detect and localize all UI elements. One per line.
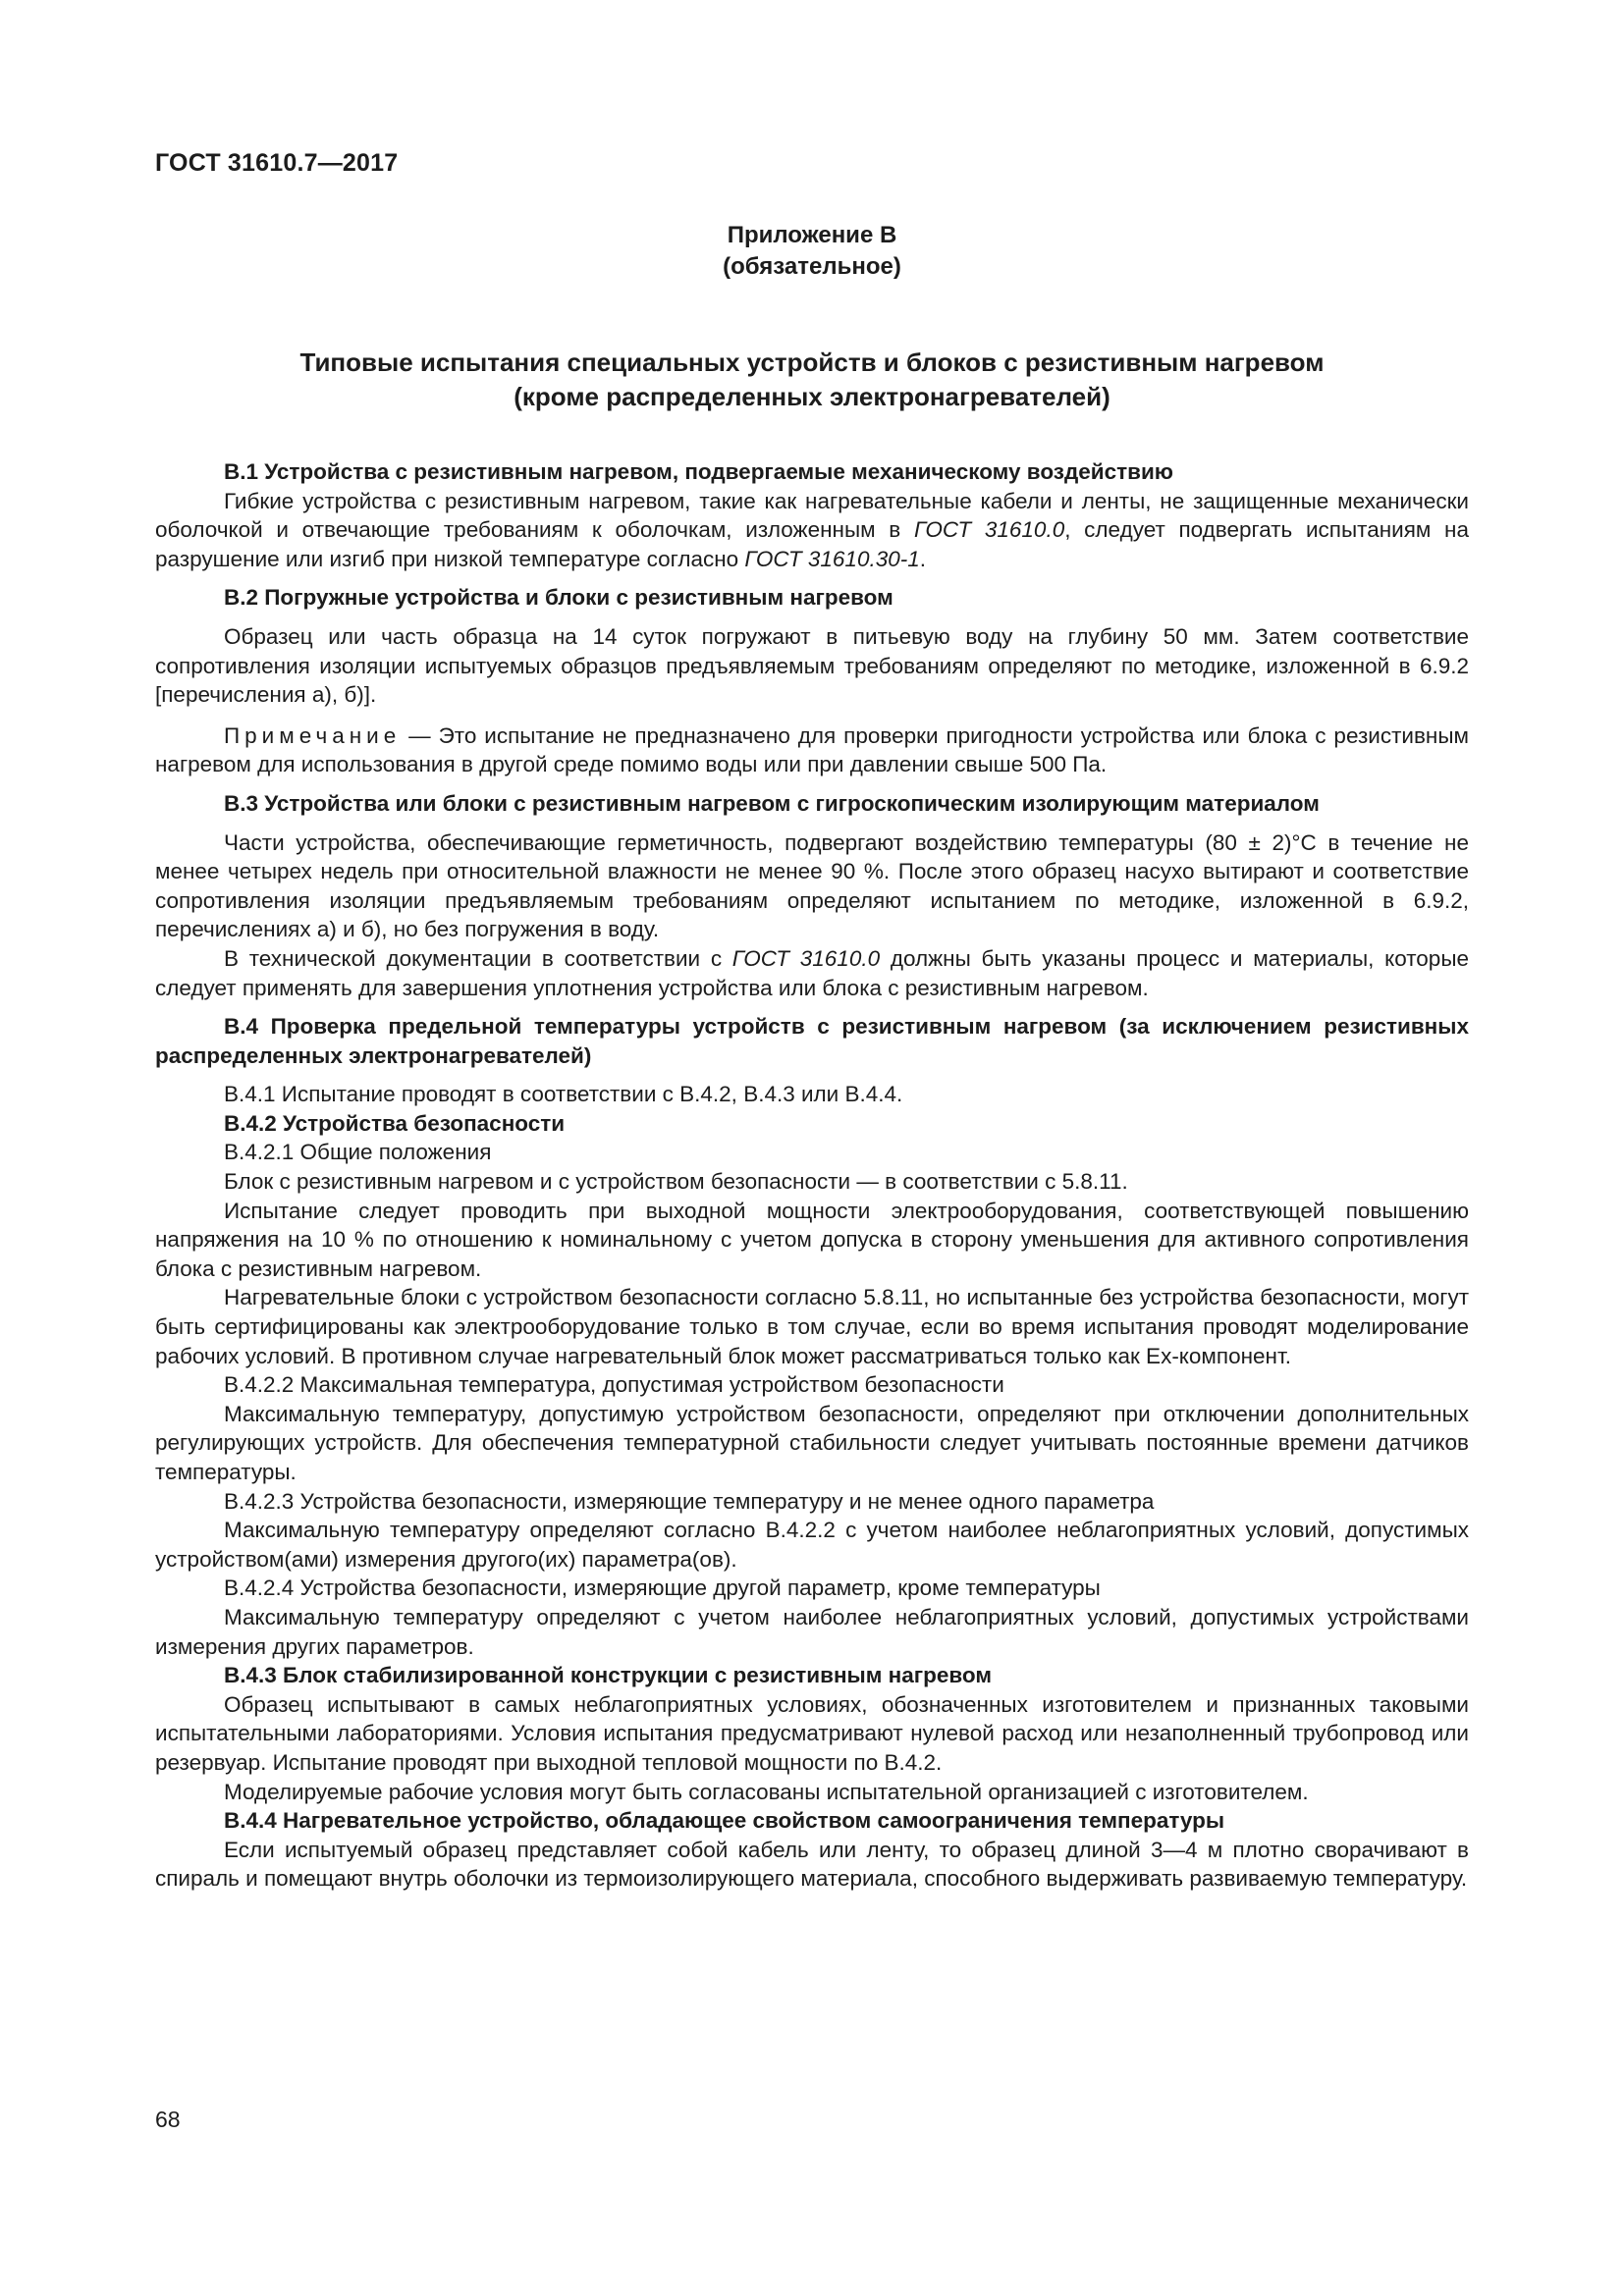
clause-b-4-2-3-paragraph: Максимальную температуру определяют согласно В.4.2.2 с учетом наиболее неблагоприятных условий, допустимых устройством(ами) измерения другого(их) параметра(ов). xyxy=(155,1518,1469,1572)
clause-b-4-4-heading: В.4.4 Нагревательное устройство, обладающее свойством самоограничения температуры xyxy=(224,1808,1225,1834)
page-number: 68 xyxy=(155,2107,181,2132)
document-header: ГОСТ 31610.7—2017 xyxy=(155,149,399,177)
reference-gost-31610-0: ГОСТ 31610.0 xyxy=(731,945,881,971)
clause-b-4-1: В.4.1 Испытание проводят в соответствии с В.4.2, В.4.3 или В.4.4. xyxy=(224,1082,903,1107)
clause-b-4-2-4-heading: В.4.2.4 Устройства безопасности, измеряющие другой параметр, кроме температуры xyxy=(224,1575,1101,1601)
section-b3-paragraph-2: В технической документации в соответствии с ГОСТ 31610.0 должны быть указаны процесс и материалы, которые следует применять для завершения уплотнения устройства или блока с резистивным нагревом. xyxy=(155,945,1469,1000)
clause-b-4-2-1-paragraph-3: Нагревательные блоки с устройством безопасности согласно 5.8.11, но испытанные без устройства безопасности, могут быть сертифицированы как электрооборудование только в том случае, если во время испытания проводят моделирование рабочих условий. В противном случае нагревательный блок может рассматриваться только как Ex-компонент. xyxy=(155,1285,1469,1368)
section-b1-paragraph: Гибкие устройства с резистивным нагревом, такие как нагревательные кабели и ленты, не защищенные механически оболочкой и отвечающие требованиям к оболочкам, изложенным в ГОСТ 31610.0, следует подвергать испытаниям на разрушение или изгиб при низкой температуре согласно ГОСТ 31610.30-1. xyxy=(155,488,1469,571)
annex-title-line1: Типовые испытания специальных устройств и блоков с резистивным нагревом xyxy=(299,347,1325,377)
annex-status: (обязательное) xyxy=(723,253,901,280)
clause-b-4-4-paragraph: Если испытуемый образец представляет собой кабель или ленту, то образец длиной 3—4 м плотно сворачивают в спираль и помещают внутрь оболочки из термоизолирующего материала, способного выдерживать развиваемую температуру. xyxy=(155,1837,1469,1892)
note-label: Примечание xyxy=(224,722,402,748)
annex-label: Приложение В xyxy=(727,222,897,248)
clause-b-4-3-paragraph-2: Моделируемые рабочие условия могут быть согласованы испытательной организацией с изготовителем. xyxy=(224,1779,1309,1804)
clause-b-4-2-2-heading: В.4.2.2 Максимальная температура, допустимая устройством безопасности xyxy=(224,1372,1004,1398)
clause-b-4-2-1-heading: В.4.2.1 Общие положения xyxy=(224,1140,492,1165)
section-b1-heading: В.1 Устройства с резистивным нагревом, подвергаемые механическому воздействию xyxy=(224,459,1173,484)
clause-b-4-3-heading: В.4.3 Блок стабилизированной конструкции с резистивным нагревом xyxy=(224,1663,993,1688)
document-body xyxy=(155,457,1469,1894)
clause-b-4-2-3-heading: В.4.2.3 Устройства безопасности, измеряющие температуру и не менее одного параметра xyxy=(224,1488,1155,1514)
annex-title-line2: (кроме распределенных электронагревателей) xyxy=(514,382,1110,411)
clause-b-4-2-2-paragraph: Максимальную температуру, допустимую устройством безопасности, определяют при отключении дополнительных регулирующих устройств. Для обеспечения температурной стабильности следует учитывать постоянные времени датчиков температуры. xyxy=(155,1401,1469,1484)
section-b2-paragraph: Образец или часть образца на 14 суток погружают в питьевую воду на глубину 50 мм. Затем соответствие сопротивления изоляции испытуемых образцов предъявляемым требованиям определяют по методике, изложенной в 6.9.2 [перечисления а), б)]. xyxy=(155,623,1469,708)
note-text: — Это испытание не предназначено для проверки пригодности устройства или блока с резистивным нагревом для использования в другой среде помимо воды или при давлении свыше 500 Па. xyxy=(155,722,1469,777)
clause-b-4-3-paragraph-1: Образец испытывают в самых неблагоприятных условиях, обозначенных изготовителем и признанных таковыми испытательными лабораториями. Условия испытания предусматривают нулевой расход или незаполненный трубопровод или резервуар. Испытание проводят при выходной тепловой мощности по В.4.2. xyxy=(155,1691,1469,1775)
section-b2-heading: В.2 Погружные устройства и блоки с резистивным нагревом xyxy=(224,585,893,611)
section-b3-heading: В.3 Устройства или блоки с резистивным нагревом с гигроскопическим изолирующим материалом xyxy=(224,790,1320,816)
clause-b-4-2-1-paragraph-2: Испытание следует проводить при выходной мощности электрооборудования, соответствующей повышению напряжения на 10 % по отношению к номинальному с учетом допуска в сторону уменьшения для активного сопротивления блока с резистивным нагревом. xyxy=(155,1198,1469,1281)
clause-b-4-2-heading: В.4.2 Устройства безопасности xyxy=(224,1110,566,1136)
section-b4-heading: В.4 Проверка предельной температуры устройств с резистивным нагревом (за исключением резистивных распределенных электронагревателей) xyxy=(155,1014,1469,1068)
clause-b-4-2-4-paragraph: Максимальную температуру определяют с учетом наиболее неблагоприятных условий, допустимых устройствами измерения других параметров. xyxy=(155,1604,1469,1659)
annex-heading xyxy=(0,220,1624,283)
clause-b-4-2-1-paragraph-1: Блок с резистивным нагревом и с устройством безопасности — в соответствии с 5.8.11. xyxy=(224,1169,1128,1195)
reference-gost-31610-0: ГОСТ 31610.0 xyxy=(913,517,1065,543)
annex-title xyxy=(155,346,1469,414)
reference-gost-31610-30-1: ГОСТ 31610.30-1 xyxy=(744,546,920,571)
section-b3-paragraph-1: Части устройства, обеспечивающие герметичность, подвергают воздействию температуры (80 ± 2)°С в течение не менее четырех недель при относительной влажности не менее 90 %. После этого образец насухо вытирают и соответствие сопротивления изоляции предъявляемым требованиям определяют испытанием по методике, изложенной в 6.9.2, перечислениях а) и б), но без погружения в воду. xyxy=(155,829,1469,942)
section-b2-note xyxy=(155,721,1469,779)
